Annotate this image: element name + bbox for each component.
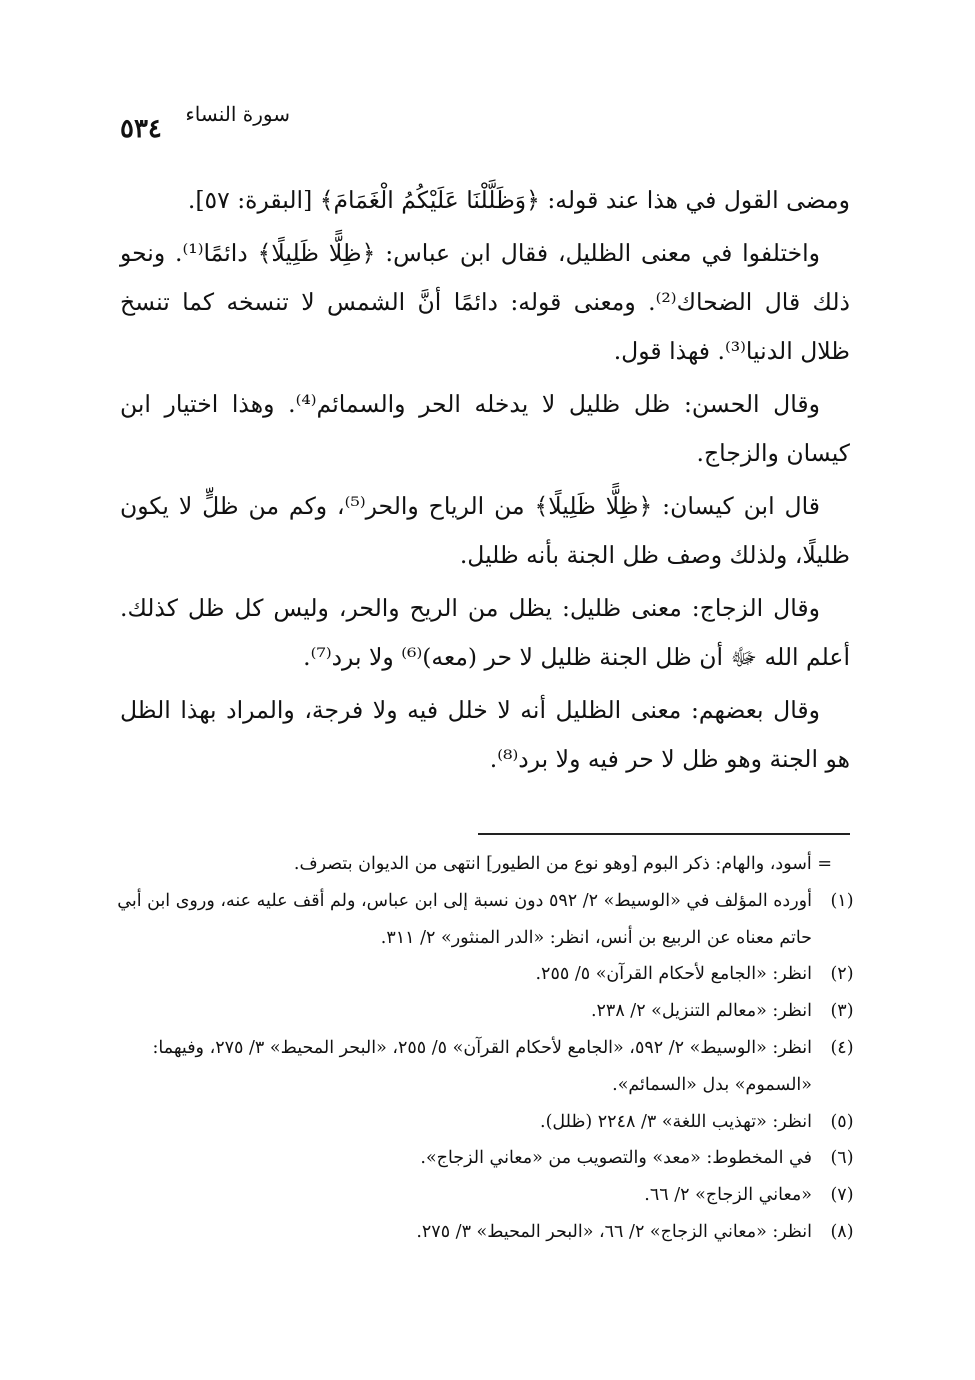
main-text <box>120 176 850 788</box>
footnote-number: (٥) <box>830 1111 854 1132</box>
footnote-number: (٤) <box>830 1037 854 1058</box>
footnote-text: أورده المؤلف في «الوسيط» ٢/ ٥٩٢ دون نسبة إلى ابن عباس، ولم أقف عليه عنه، وروى ابن أبي حاتم معناه عن الربيع بن أنس، انظر: «الدر المنثور» ٢/ ٣١١. <box>117 890 812 948</box>
footnote-text: «معاني الزجاج» ٢/ ٦٦. <box>644 1185 812 1206</box>
footnote-number: (٢) <box>830 964 854 985</box>
footnote-text: انظر: «الجامع لأحكام القرآن» ٥/ ٢٥٥. <box>535 964 812 985</box>
running-title: سورة النساء <box>185 102 290 126</box>
footnote-continuation: = أسود، والهام: ذكر البوم [وهو نوع من الطيور] انتهى من الديوان بتصرف. <box>293 854 832 874</box>
footnote-divider <box>478 833 850 835</box>
footnote <box>100 993 860 1030</box>
paragraph: واختلفوا في معنى الظليل، فقال ابن عباس: ﴿ظِلًّا ظَلِيلًا﴾ دائمًا⁽¹⁾. ونحو ذلك قال الضحاك⁽²⁾. ومعنى قوله: دائمًا أنَّ الشمس لا تنسخه كما تنسخ ظلال الدنيا⁽³⁾. فهذا قول. <box>120 239 850 365</box>
footnote <box>100 883 860 957</box>
footnote-text: انظر: «معاني الزجاج» ٢/ ٦٦، «البحر المحيط» ٣/ ٢٧٥. <box>416 1221 812 1242</box>
footnote-number: (٣) <box>830 1001 854 1022</box>
footnote <box>100 1140 860 1177</box>
footnote-number: (٨) <box>830 1221 854 1242</box>
page-header <box>120 100 850 144</box>
footnote-text: انظر: «تهذيب اللغة» ٣/ ٢٢٤٨ (ظلل). <box>540 1111 812 1132</box>
footnote <box>100 1214 860 1251</box>
footnote <box>100 956 860 993</box>
footnote <box>100 1030 860 1104</box>
paragraph: ومضى القول في هذا عند قوله: ﴿وَظَلَّلْنَا عَلَيْكُمُ الْغَمَامَ﴾ [البقرة: ٥٧]. <box>187 186 850 214</box>
paragraph: وقال الحسن: ظل ظليل لا يدخله الحر والسمائم⁽⁴⁾. وهذا اختيار ابن كيسان والزجاج. <box>120 390 850 467</box>
footnote-number: (٦) <box>830 1148 854 1169</box>
paragraph: وقال بعضهم: معنى الظليل أنه لا خلل فيه ولا فرجة، والمراد بهذا الظل هو الجنة وهو ظل لا حر فيه ولا برد⁽⁸⁾. <box>120 696 850 773</box>
footnote <box>100 1177 860 1214</box>
paragraph: قال ابن كيسان: ﴿ظِلًّا ظَلِيلًا﴾ من الرياح والحر⁽⁵⁾، وكم من ظلٍّ لا يكون ظليلًا، ولذلك وصف ظل الجنة بأنه ظليل. <box>120 492 850 569</box>
footnote-text: انظر: «معالم التنزيل» ٢/ ٢٣٨. <box>590 1001 812 1022</box>
footnote-number: (٧) <box>830 1185 854 1206</box>
page-number: ٥٣٤ <box>120 114 162 144</box>
footnote-text: انظر: «الوسيط» ٢/ ٥٩٢، «الجامع لأحكام القرآن» ٥/ ٢٥٥، «البحر المحيط» ٣/ ٢٧٥، وفيهما: «السموم» بدل «السمائم». <box>152 1037 812 1095</box>
footnotes <box>100 846 860 1251</box>
footnote <box>100 1104 860 1141</box>
footnote-number: (١) <box>830 890 854 911</box>
paragraph: وقال الزجاج: معنى ظليل: يظل من الريح والحر، وليس كل ظل كذلك. أعلم الله ﷻ أن ظل الجنة ظليل لا حر (معه)⁽⁶⁾ ولا برد⁽⁷⁾. <box>120 594 850 671</box>
footnote-text: في المخطوط: «معد» والتصويب من «معاني الزجاج». <box>420 1148 812 1169</box>
